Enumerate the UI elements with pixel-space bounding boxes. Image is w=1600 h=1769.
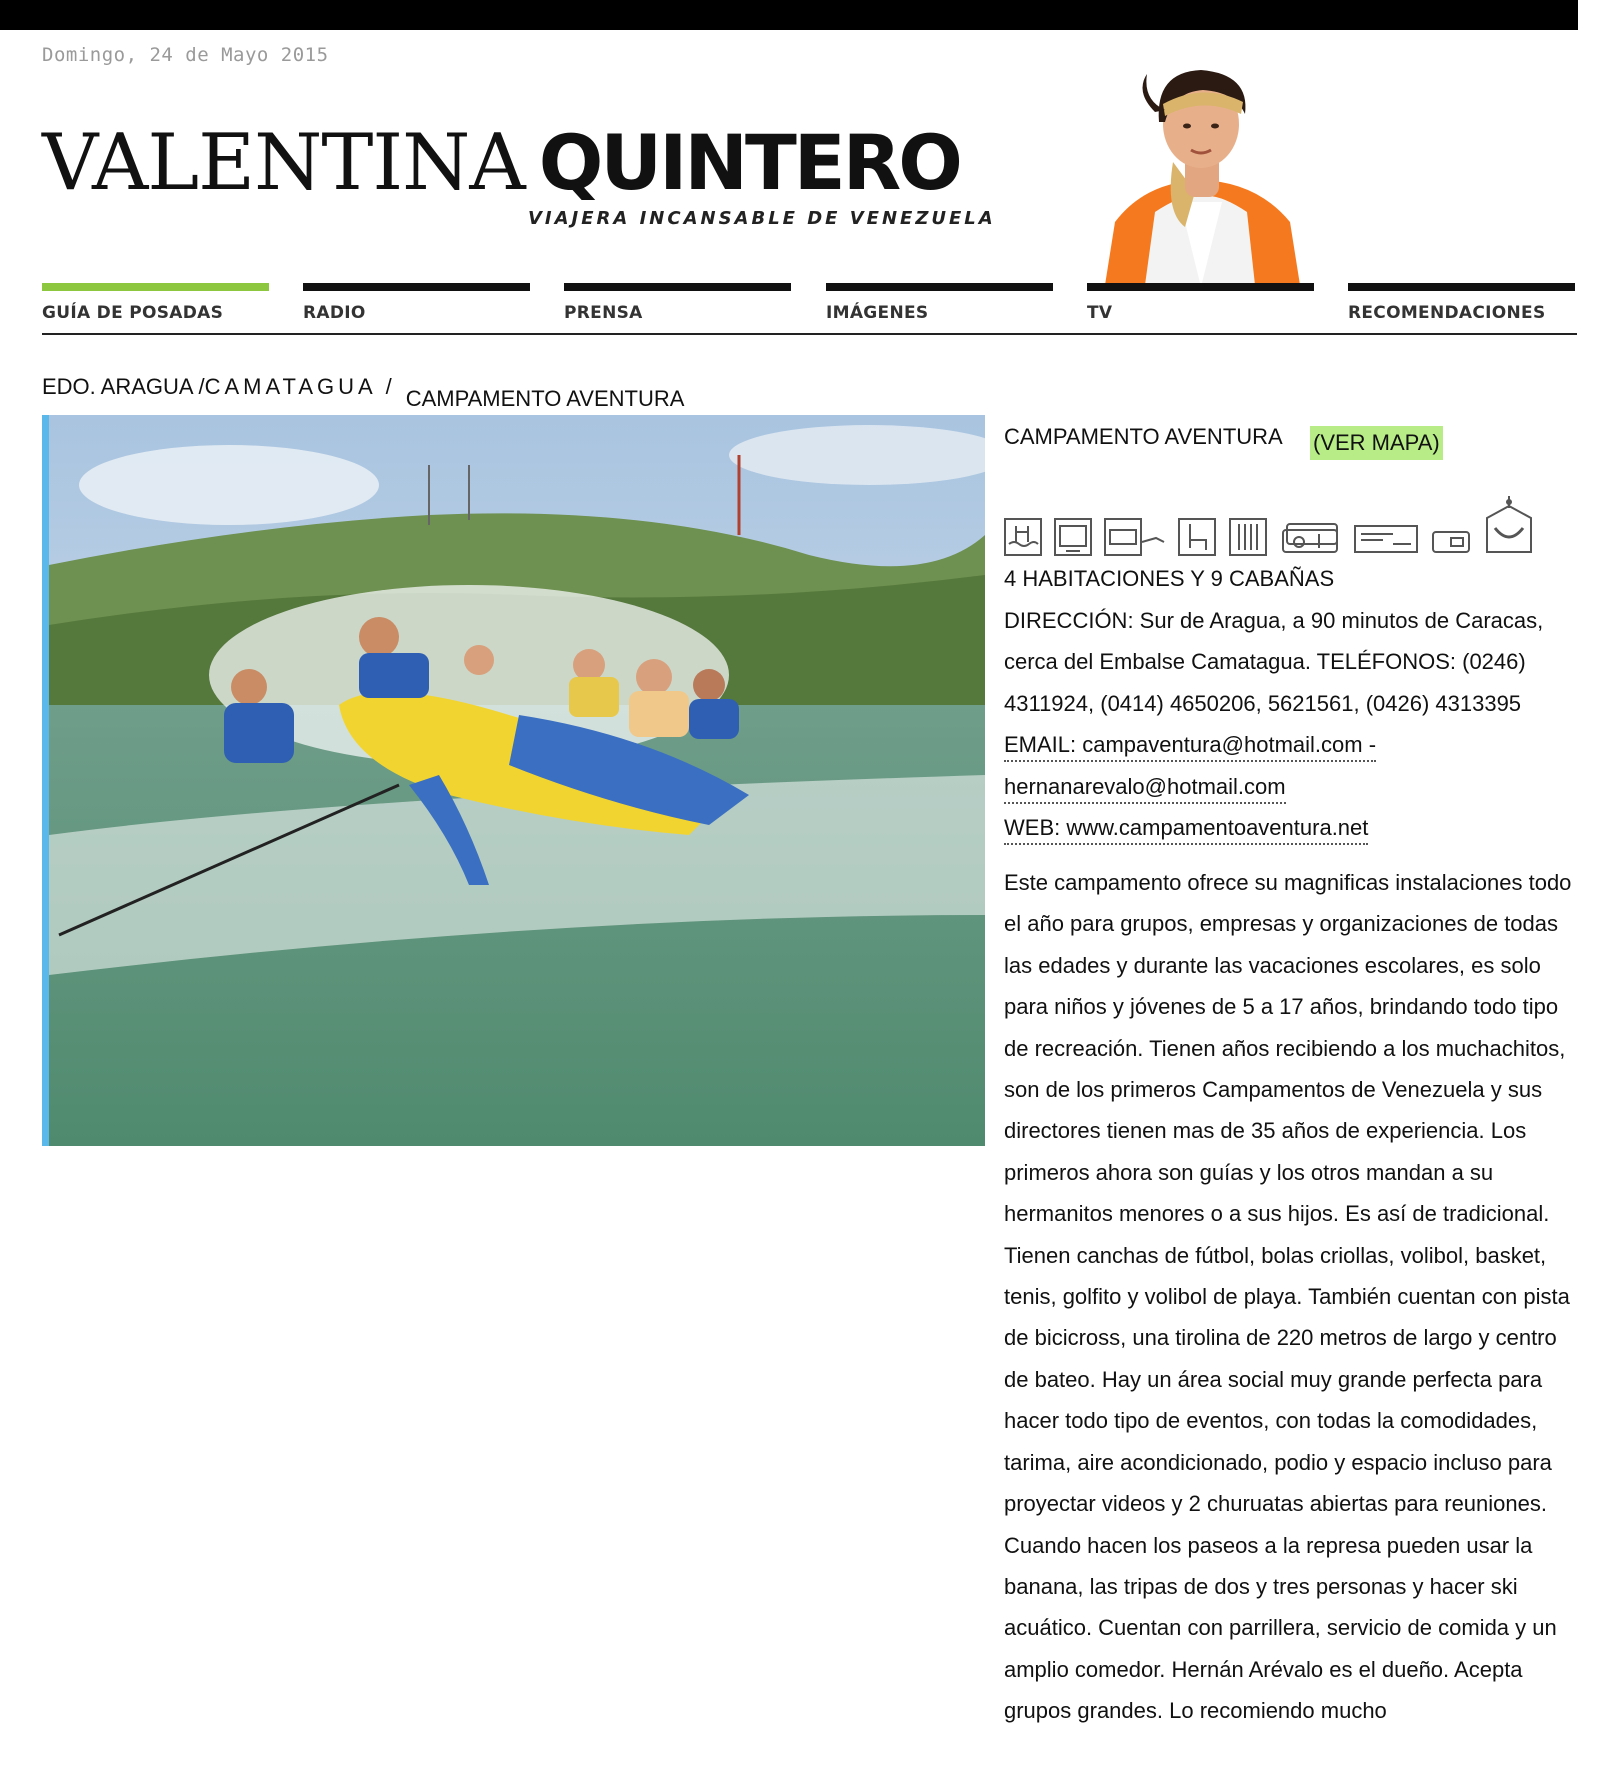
- breadcrumb: [42, 374, 685, 411]
- hammock-icon: [1483, 494, 1535, 556]
- rooms-info: 4 HABITACIONES Y 9 CABAÑAS: [1004, 566, 1335, 591]
- logo-last-name: QUINTERO: [538, 118, 960, 207]
- pool-icon: [1004, 518, 1042, 556]
- top-black-bar: [0, 0, 1578, 30]
- chair-icon: [1178, 518, 1216, 556]
- main-nav: [42, 283, 1577, 335]
- nav-guia-de-posadas[interactable]: GUÍA DE POSADAS: [42, 283, 269, 331]
- tv-icon: [1054, 518, 1092, 556]
- web-link[interactable]: WEB: www.campamentoaventura.net: [1004, 813, 1368, 845]
- breadcrumb-town[interactable]: CAMATAGUA /: [204, 374, 396, 399]
- listing-details: [1004, 558, 1580, 849]
- nav-recomendaciones[interactable]: RECOMENDACIONES: [1348, 283, 1575, 331]
- nav-tv[interactable]: TV: [1087, 283, 1314, 331]
- logo-first-name: VALENTINA: [42, 118, 525, 208]
- view-map-link[interactable]: (VER MAPA): [1310, 426, 1443, 460]
- listing-description: Este campamento ofrece su magnificas instalaciones todo el año para grupos, empresas y organizaciones de todas las edades y durante las vacaciones escolares, es solo para niños y jóvenes de 5 a 17 años, brindando todo tipo de recreación. Tienen años recibiendo a los muchachitos, son de los primeros Campamentos de Venezuela y sus directores tienen mas de 35 años de experiencia. Los primeros ahora son guías y los otros mandan a su hermanitos menores o a sus hijos. Es así de tradicional. Tienen canchas de fútbol, bolas criollas, volibol, basket, tenis, golfito y volibol de playa. También cuentan con pista de bicicross, una tirolina de 220 metros de largo y centro de bateo. Hay un área social muy grande perfecta para hacer todo tipo de eventos, con todas la comodidades, tarima, aire acondicionado, podio y espacio incluso para proyectar videos y 2 churuatas abiertas para reuniones. Cuando hacen los paseos a la represa pueden usar la banana, las tripas de dos y tres personas y hacer ski acuático. Cuentan con parrillera, servicio de comida y un amplio comedor. Hernán Arévalo es el dueño. Acepta grupos grandes. Lo recomiendo mucho: [1004, 870, 1572, 1724]
- nav-radio[interactable]: RADIO: [303, 283, 530, 331]
- current-date: Domingo, 24 de Mayo 2015: [42, 44, 329, 66]
- card-icon: [1431, 518, 1471, 556]
- address-info: DIRECCIÓN: Sur de Aragua, a 90 minutos de Caracas, cerca del Embalse Camatagua. TELÉFONOS: (0246) 4311924, (0414) 4650206, 5621561, (0426) 4313395: [1004, 607, 1544, 716]
- listing-title: CAMPAMENTO AVENTURA: [1004, 424, 1283, 449]
- check-icon: [1353, 518, 1419, 556]
- nav-imagenes[interactable]: IMÁGENES: [826, 283, 1053, 331]
- restaurant-icon: [1229, 518, 1267, 556]
- breadcrumb-current: CAMPAMENTO AVENTURA: [405, 386, 685, 411]
- breadcrumb-state[interactable]: EDO. ARAGUA /: [42, 374, 205, 399]
- nav-prensa[interactable]: PRENSA: [564, 283, 791, 331]
- site-tagline: VIAJERA INCANSABLE DE VENEZUELA: [528, 208, 996, 229]
- amenity-icons: [1004, 494, 1541, 544]
- email-link-2[interactable]: hernanarevalo@hotmail.com: [1004, 772, 1286, 804]
- listing-photo: [42, 415, 985, 1146]
- host-portrait: [1085, 52, 1317, 285]
- site-logo[interactable]: [42, 118, 960, 208]
- parking-icon: [1104, 518, 1166, 556]
- cash-icon: [1279, 518, 1341, 556]
- email-link-1[interactable]: EMAIL: campaventura@hotmail.com -: [1004, 730, 1376, 762]
